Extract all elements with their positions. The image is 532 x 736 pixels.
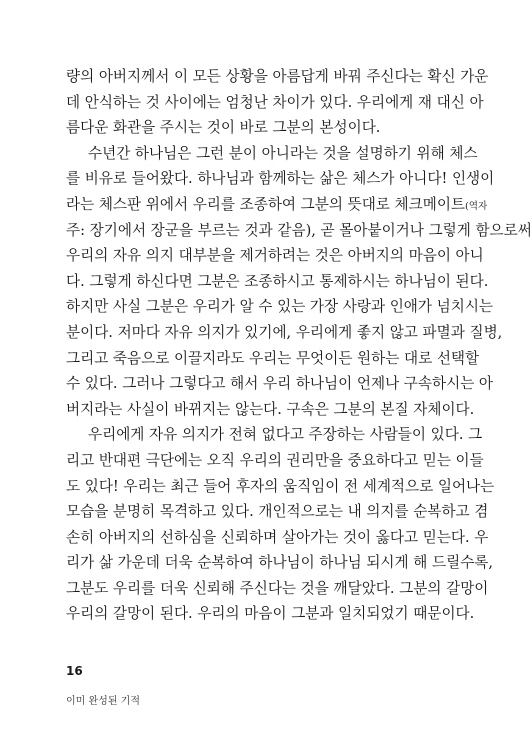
text-line: 우리에게 자유 의지가 전혀 없다고 주장하는 사람들이 있다. 그 [88, 426, 483, 444]
running-footer-title: 이미 완성된 기적 [66, 696, 140, 707]
paragraph-1 [66, 64, 489, 141]
text-line: 도 있다! 우리는 최근 들어 후자의 움직임이 전 세계적으로 일어나는 [66, 477, 495, 495]
text-line: 하지만 사실 그분은 우리가 알 수 있는 가장 사랑과 인애가 넘치시는 [66, 298, 494, 316]
text-line: 데 안식하는 것 사이에는 엄청난 차이가 있다. 우리에게 재 대신 아 [66, 93, 484, 111]
text-line [66, 192, 488, 218]
text-line: 우리의 자유 의지 대부분을 제거하려는 것은 아버지의 마음이 아니 [66, 247, 484, 265]
text-line: 손히 아버지의 선하심을 신뢰하며 살아가는 것이 옳다고 믿는다. 우 [66, 528, 489, 546]
body-text [66, 64, 532, 627]
text-line: 그리고 죽음으로 이끌지라도 우리는 무엇이든 원하는 대로 선택할 [66, 349, 480, 367]
text-line: 리가 삶 가운데 더욱 순복하여 하나님이 하나님 되시게 해 드릴수록, [66, 554, 494, 572]
text-line: 분이다. 저마다 자유 의지가 있기에, 우리에게 좋지 않고 파멸과 질병, [66, 323, 503, 341]
text-line: 그분도 우리를 더욱 신뢰해 주신다는 것을 깨달았다. 그분의 갈망이 [66, 579, 489, 597]
text-line: 름다운 화관을 주시는 것이 바로 그분의 본성이다. [66, 119, 381, 137]
text-line: 버지라는 사실이 바뀌지는 않는다. 구속은 그분의 본질 자체이다. [66, 400, 475, 418]
paragraph-2 [66, 141, 532, 423]
text-line: 량의 아버지께서 이 모든 상황을 아름답게 바꿔 주신다는 확신 가운 [66, 68, 489, 85]
text-line: 수 있다. 그러나 그렇다고 해서 우리 하나님이 언제나 구속하시는 아 [66, 375, 494, 393]
text-line: 우리의 갈망이 된다. 우리의 마음이 그분과 일치되었기 때문이다. [66, 605, 475, 623]
paragraph-3 [66, 422, 495, 627]
text-line: 주: 장기에서 장군을 부르는 것과 같음), 곧 몰아붙이거나 그렇게 함으로써 [66, 221, 532, 239]
translator-note: (역자 [465, 200, 488, 212]
text-line: 수년간 하나님은 그런 분이 아니라는 것을 설명하기 위해 체스 [88, 144, 478, 162]
text-line: 를 비유로 들어왔다. 하나님과 함께하는 삶은 체스가 아니다! 인생이 [66, 170, 495, 188]
page-number: 16 [66, 664, 83, 678]
text-line: 모습을 분명히 목격하고 있다. 개인적으로는 내 의지를 순복하고 겸 [66, 503, 489, 521]
text-line: 다. 그렇게 하신다면 그분은 조종하시고 통제하시는 하나님이 된다. [66, 272, 489, 290]
text-line: 리고 반대편 극단에는 오직 우리의 권리만을 중요하다고 믿는 이들 [66, 451, 484, 469]
text-line-main: 라는 체스판 위에서 우리를 조종하여 그분의 뜻대로 체크메이트 [66, 195, 466, 213]
